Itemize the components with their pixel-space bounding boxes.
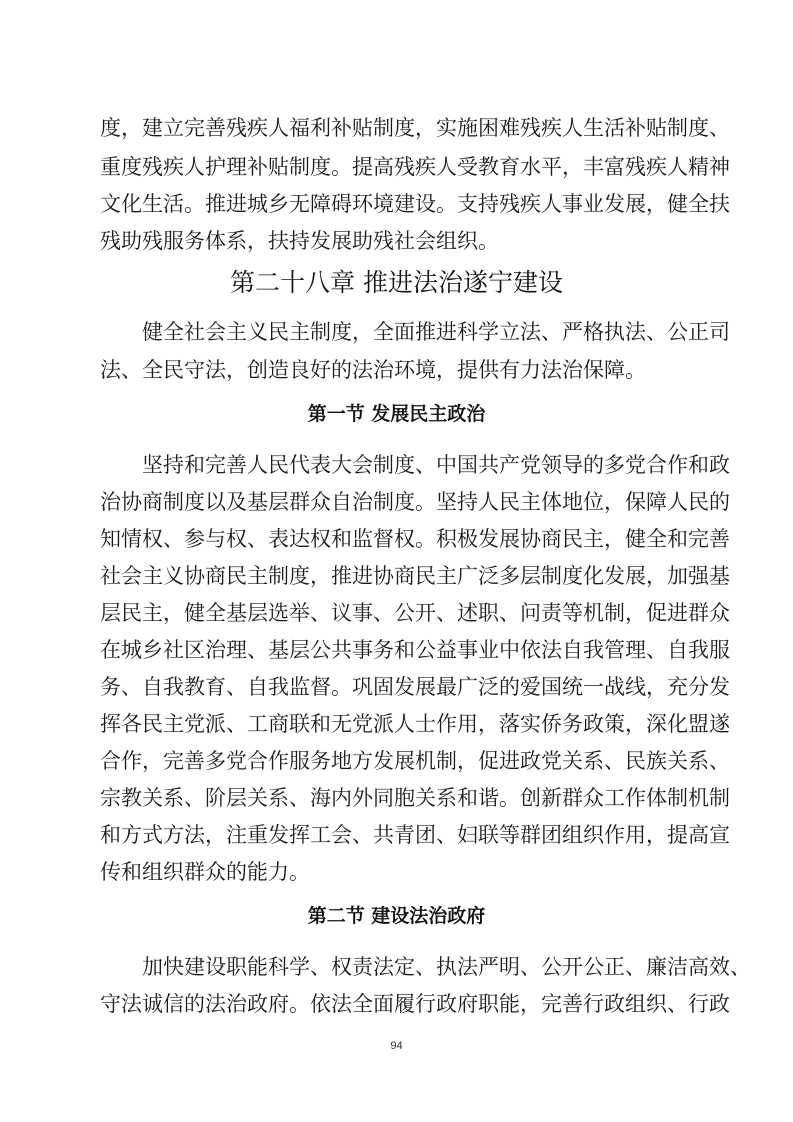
- paragraph-line: 传和组织群众的能力。: [100, 860, 310, 884]
- paragraph-line: 守法诚信的法治政府。依法全面履行政府职能，完善行政组织、行政: [100, 992, 730, 1016]
- page-number: 94: [390, 1040, 403, 1052]
- paragraph-line: 社会主义协商民主制度，推进协商民主广泛多层制度化发展，加强基: [100, 564, 730, 588]
- paragraph-line: 法、全民守法，创造良好的法治环境，提供有力法治保障。: [100, 358, 646, 382]
- section-title: 第一节 发展民主政治: [307, 403, 486, 425]
- paragraph-line: 知情权、参与权、表达权和监督权。积极发展协商民主，健全和完善: [100, 527, 730, 551]
- paragraph-line: 挥各民主党派、工商联和无党派人士作用，落实侨务政策，深化盟遂: [100, 712, 730, 736]
- paragraph-line: 在城乡社区治理、基层公共事务和公益事业中依法自我管理、自我服: [100, 638, 730, 662]
- paragraph-line: 合作，完善多党合作服务地方发展机制，促进政党关系、民族关系、: [100, 749, 730, 773]
- paragraph-line: 宗教关系、阶层关系、海内外同胞关系和谐。创新群众工作体制机制: [100, 786, 730, 810]
- paragraph-line: 残助残服务体系，扶持发展助残社会组织。: [100, 229, 499, 253]
- paragraph-line: 坚持和完善人民代表大会制度、中国共产党领导的多党合作和政: [142, 453, 730, 477]
- paragraph-line: 层民主，健全基层选举、议事、公开、述职、问责等机制，促进群众: [100, 601, 730, 625]
- paragraph-line: 和方式方法，注重发挥工会、共青团、妇联等群团组织作用，提高宣: [100, 823, 730, 847]
- paragraph-line: 加快建设职能科学、权责法定、执法严明、公开公正、廉洁高效、: [142, 955, 751, 979]
- paragraph-line: 度，建立完善残疾人福利补贴制度，实施困难残疾人生活补贴制度、: [100, 116, 730, 140]
- chapter-title: 第二十八章 推进法治遂宁建设: [230, 268, 563, 297]
- section-title: 第二节 建设法治政府: [307, 905, 486, 927]
- paragraph-line: 健全社会主义民主制度，全面推进科学立法、严格执法、公正司: [142, 320, 730, 344]
- paragraph-line: 务、自我教育、自我监督。巩固发展最广泛的爱国统一战线，充分发: [100, 675, 730, 699]
- paragraph-line: 治协商制度以及基层群众自治制度。坚持人民主体地位，保障人民的: [100, 490, 730, 514]
- paragraph-line: 文化生活。推进城乡无障碍环境建设。支持残疾人事业发展，健全扶: [100, 192, 730, 216]
- paragraph-line: 重度残疾人护理补贴制度。提高残疾人受教育水平，丰富残疾人精神: [100, 155, 730, 179]
